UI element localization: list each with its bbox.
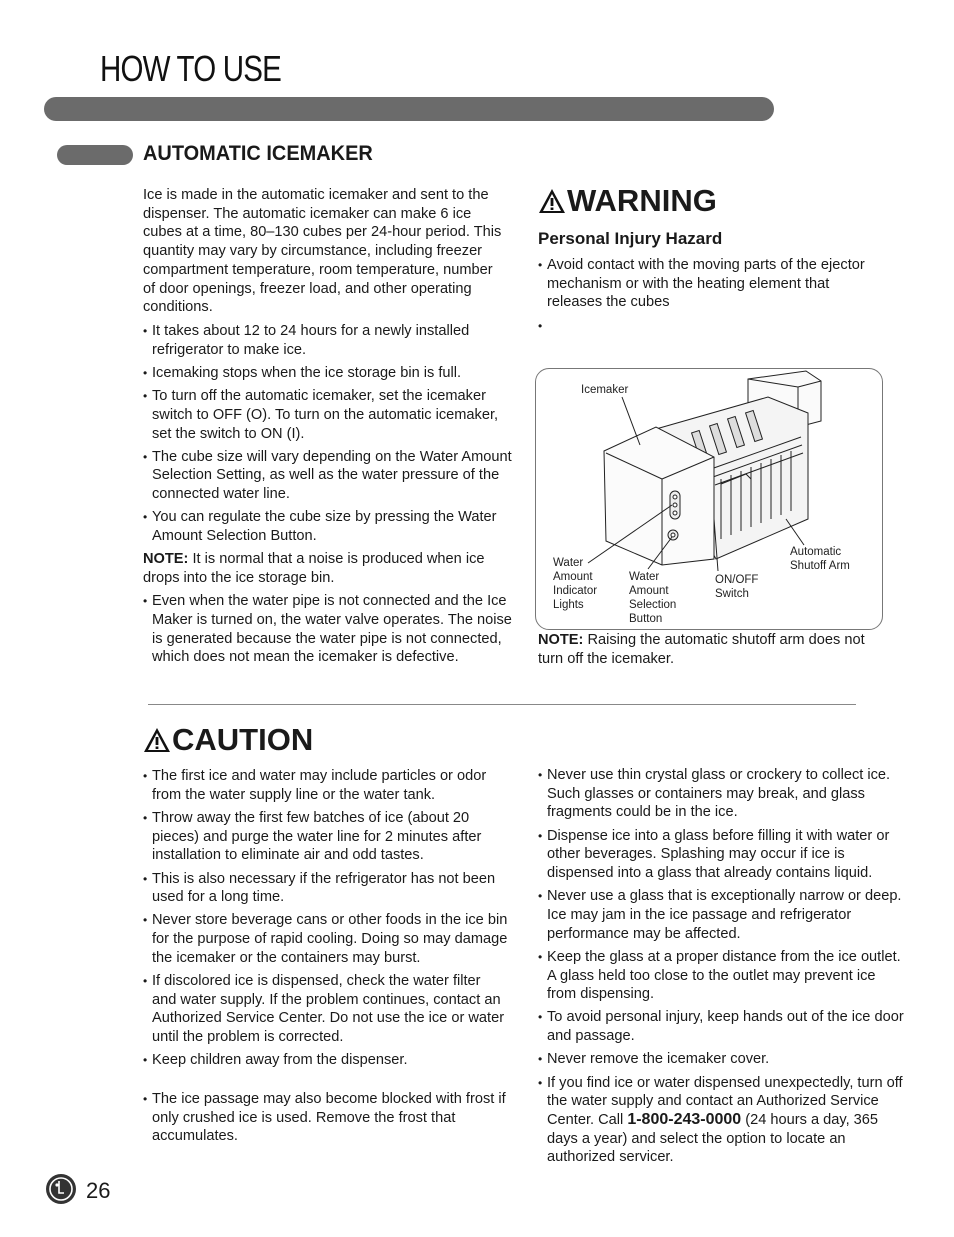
title-bar [44, 97, 774, 121]
icemaker-diagram [535, 368, 883, 630]
label-automatic-shutoff-arm: Automatic Shutoff Arm [790, 546, 850, 572]
caution-title: CAUTION [172, 722, 314, 757]
warning-triangle-icon [538, 187, 566, 215]
warning-bullets [538, 256, 883, 340]
empty-bullet [538, 317, 883, 336]
label-water-amount-indicator-lights: Water Amount Indicator Lights [553, 557, 598, 611]
intro-paragraph: Ice is made in the automatic icemaker and sent to the dispenser. The automatic icemaker can make 6 ice cubes at a time, 80–130 cubes per 24-hour period. This quantity may vary by circumstance, including freezer compartment temperature, room temperature, number of door openings, freezer load, and other operating conditions. [143, 187, 502, 316]
list-item: • To turn off the automatic icemaker, set the icemaker switch to OFF (O). To turn on the automatic icemaker, set the switch to ON (I). [143, 387, 513, 443]
service-text: If you find ice or water dispensed unexpectedly, turn off the water supply and contact an Authorized Service Center. Call [547, 1074, 903, 1128]
caution-triangle-icon [143, 726, 171, 754]
page-title: HOW TO USE [100, 48, 281, 89]
label-on-off-switch: ON/OFF Switch [715, 574, 759, 600]
warning-subheading: Personal Injury Hazard [538, 229, 723, 248]
left-column-bullets [143, 322, 513, 671]
list-item: • The cube size will vary depending on the Water Amount Selection Setting, as well as the water pressure of the connected water line. [143, 448, 513, 504]
list-item: • Icemaking stops when the ice storage bin is full. [143, 364, 513, 383]
list-item: • Never use thin crystal glass or crockery to collect ice. Such glasses or containers may break, and glass fragments could be in the ice. [538, 766, 908, 822]
list-item: • Throw away the first few batches of ice (about 20 pieces) and purge the water line for 2 minutes after installation to eliminate air and odd tastes. [143, 809, 508, 865]
note-text: Raising the automatic shutoff arm does not turn off the icemaker. [538, 632, 865, 667]
label-water-amount-selection-button: Water Amount Selection Button [629, 571, 677, 625]
phone-number: 1-800-243-0000 [627, 1110, 742, 1128]
list-item: • Never remove the icemaker cover. [538, 1050, 908, 1069]
warning-title: WARNING [567, 183, 717, 218]
note-label: NOTE: [538, 632, 584, 648]
section-pill [57, 145, 133, 165]
note-text: It is normal that a noise is produced when ice drops into the ice storage bin. [143, 551, 485, 586]
list-item: • Keep children away from the dispenser. [143, 1051, 508, 1070]
note-paragraph [143, 550, 513, 587]
list-item: • Never use a glass that is exceptionally narrow or deep. Ice may jam in the ice passage and refrigerator performance may be affected. [538, 887, 908, 943]
warning-heading [538, 183, 717, 219]
label-icemaker: Icemaker [581, 384, 629, 396]
service-text-end: (24 hours a day, 365 days a year) and select the option to locate an authorized servicer. [547, 1111, 879, 1166]
caution-right-bullets [538, 766, 908, 1172]
caution-heading [143, 722, 313, 758]
section-heading: AUTOMATIC ICEMAKER [143, 142, 373, 165]
list-item: • You can regulate the cube size by pressing the Water Amount Selection Button. [143, 508, 513, 545]
lg-logo-icon [46, 1174, 76, 1204]
note-paragraph-2 [538, 631, 883, 668]
list-item: • Never store beverage cans or other foods in the ice bin for the purpose of rapid cooling. Doing so may damage the icemaker or the containers may burst. [143, 911, 508, 967]
list-item-service [538, 1074, 908, 1168]
list-item: • Even when the water pipe is not connected and the Ice Maker is turned on, the water valve operates. The noise is generated because the water pipe is not connected, which does not mean the icemaker is defective. [143, 592, 513, 667]
list-item: • The first ice and water may include particles or odor from the water supply line or the water tank. [143, 767, 508, 804]
caution-left-bullets [143, 767, 508, 1151]
list-item: • It takes about 12 to 24 hours for a newly installed refrigerator to make ice. [143, 322, 513, 359]
list-item: • Keep the glass at a proper distance from the ice outlet. A glass held too close to the outlet may prevent ice from dispensing. [538, 948, 908, 1004]
list-item: • Dispense ice into a glass before filling it with water or other beverages. Splashing may occur if ice is dispensed into a glass that already contains liquid. [538, 827, 908, 883]
section-divider [148, 704, 856, 705]
list-item: • Avoid contact with the moving parts of the ejector mechanism or with the heating element that releases the cubes [538, 256, 883, 312]
list-item: • To avoid personal injury, keep hands out of the ice door and passage. [538, 1008, 908, 1045]
list-item: • If discolored ice is dispensed, check the water filter and water supply. If the problem continues, contact an Authorized Service Center. Do not use the ice or water until the problem is corrected. [143, 972, 508, 1047]
list-item: • The ice passage may also become blocked with frost if only crushed ice is used. Remove the frost that accumulates. [143, 1090, 508, 1146]
page-number: 26 [86, 1178, 111, 1203]
note-label: NOTE: [143, 551, 189, 568]
list-item: • This is also necessary if the refrigerator has not been used for a long time. [143, 870, 508, 907]
